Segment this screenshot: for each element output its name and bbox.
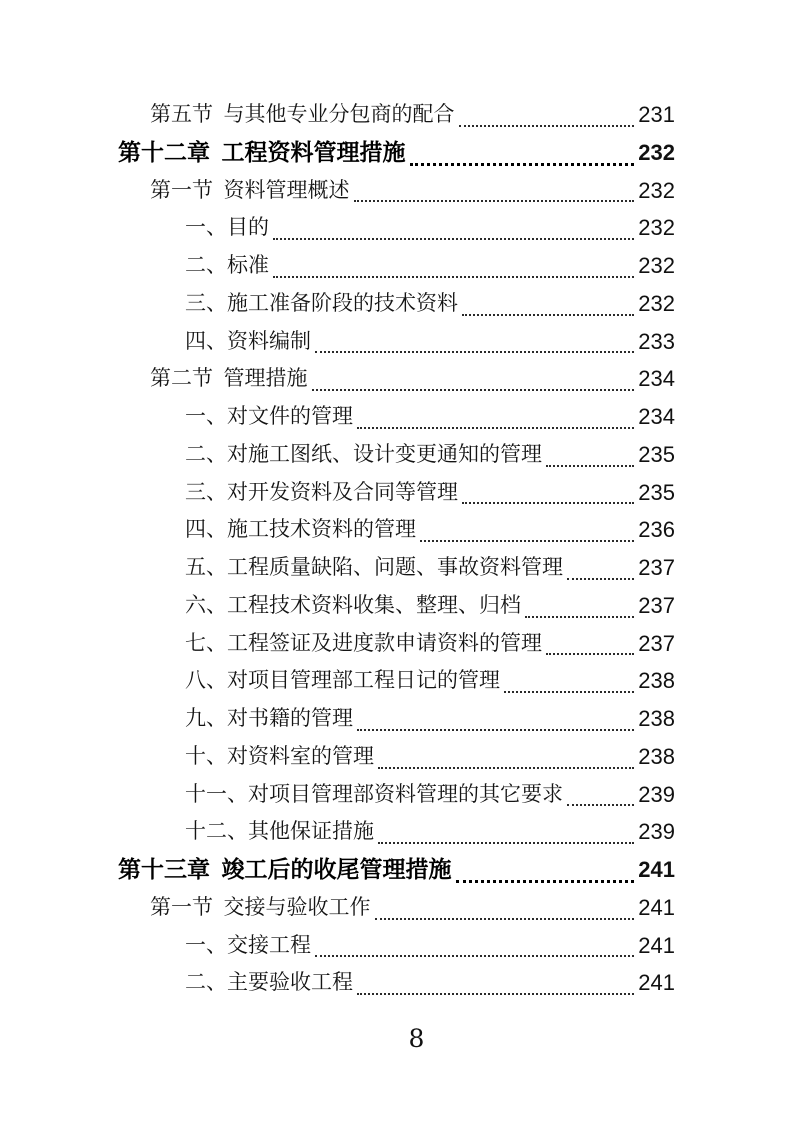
- table-of-contents: [118, 96, 675, 1002]
- toc-entry-title: 十、对资料室的管理: [185, 743, 374, 768]
- dot-leader: [504, 691, 634, 693]
- dot-leader: [375, 918, 635, 920]
- toc-entry-page: 237: [638, 592, 675, 618]
- toc-entry-page: 235: [638, 441, 675, 467]
- toc-entry[interactable]: [118, 323, 675, 361]
- toc-entry-title: 六、工程技术资料收集、整理、归档: [185, 592, 521, 617]
- dot-leader: [273, 238, 634, 240]
- toc-entry-title: 二、对施工图纸、设计变更通知的管理: [185, 441, 542, 466]
- toc-entry-title: 三、对开发资料及合同等管理: [185, 479, 458, 504]
- toc-entry-title: 第五节 与其他专业分包商的配合: [150, 102, 455, 126]
- toc-entry-page: 241: [638, 932, 675, 958]
- toc-entry[interactable]: [118, 209, 675, 247]
- toc-entry-page: 232: [638, 215, 675, 241]
- toc-entry-page: 232: [638, 290, 675, 316]
- toc-entry[interactable]: [118, 776, 675, 814]
- toc-entry-title: 十一、对项目管理部资料管理的其它要求: [185, 781, 563, 806]
- toc-entry[interactable]: [118, 813, 675, 851]
- toc-entry-page: 232: [638, 139, 675, 165]
- toc-entry-page: 239: [638, 819, 675, 845]
- dot-leader: [420, 540, 634, 542]
- toc-entry[interactable]: [118, 700, 675, 738]
- toc-entry-page: 238: [638, 743, 675, 769]
- dot-leader: [525, 616, 634, 618]
- dot-leader: [546, 465, 634, 467]
- dot-leader: [462, 502, 634, 504]
- toc-entry-page: 239: [638, 781, 675, 807]
- toc-entry-title: 一、目的: [185, 215, 269, 240]
- toc-entry[interactable]: [118, 398, 675, 436]
- toc-entry-title: 二、标准: [185, 253, 269, 277]
- toc-entry-page: 238: [638, 706, 675, 731]
- toc-entry-title: 四、施工技术资料的管理: [185, 517, 416, 542]
- toc-entry-page: 231: [638, 102, 675, 127]
- toc-entry-title: 第十二章 工程资料管理措施: [118, 138, 406, 166]
- dot-leader: [315, 955, 634, 957]
- toc-entry-page: 232: [638, 177, 675, 203]
- toc-entry-title: 五、工程质量缺陷、问题、事故资料管理: [185, 555, 563, 579]
- toc-entry[interactable]: [118, 285, 675, 323]
- toc-entry-title: 第十三章 竣工后的收尾管理措施: [118, 856, 452, 883]
- dot-leader: [378, 842, 634, 844]
- dot-leader: [459, 125, 635, 127]
- page-number: 8: [408, 1024, 425, 1053]
- toc-entry[interactable]: [118, 625, 675, 663]
- toc-entry-page: 234: [638, 366, 675, 392]
- toc-entry-title: 一、对文件的管理: [185, 404, 353, 428]
- toc-entry-title: 四、资料编制: [185, 328, 311, 353]
- toc-entry-page: 232: [638, 253, 675, 278]
- toc-entry[interactable]: [118, 247, 675, 285]
- toc-entry-page: 234: [638, 404, 675, 429]
- toc-entry[interactable]: [118, 511, 675, 549]
- toc-entry-page: 241: [638, 894, 675, 920]
- dot-leader: [546, 653, 634, 655]
- toc-entry-title: 十二、其他保证措施: [185, 819, 374, 844]
- toc-entry[interactable]: [118, 134, 675, 172]
- dot-leader: [567, 804, 634, 806]
- dot-leader: [456, 880, 635, 883]
- dot-leader: [410, 163, 635, 166]
- toc-entry-page: 236: [638, 517, 675, 543]
- toc-entry[interactable]: [118, 436, 675, 474]
- toc-entry-page: 238: [638, 668, 675, 694]
- toc-entry-title: 第一节 交接与验收工作: [150, 894, 371, 919]
- toc-entry[interactable]: [118, 587, 675, 625]
- toc-entry-page: 237: [638, 630, 675, 656]
- toc-entry[interactable]: [118, 549, 675, 587]
- toc-entry[interactable]: [118, 360, 675, 398]
- dot-leader: [273, 276, 634, 278]
- toc-entry-title: 第一节 资料管理概述: [150, 177, 350, 202]
- toc-entry-title: 七、工程签证及进度款申请资料的管理: [185, 630, 542, 655]
- dot-leader: [378, 767, 634, 769]
- toc-entry-title: 一、交接工程: [185, 932, 311, 957]
- toc-entry-title: 三、施工准备阶段的技术资料: [185, 290, 458, 315]
- dot-leader: [462, 314, 634, 316]
- dot-leader: [567, 578, 634, 580]
- toc-entry[interactable]: [118, 96, 675, 134]
- toc-entry-title: 八、对项目管理部工程日记的管理: [185, 668, 500, 693]
- toc-entry[interactable]: [118, 851, 675, 889]
- toc-entry-page: 237: [638, 555, 675, 580]
- dot-leader: [357, 993, 634, 995]
- toc-entry-title: 九、对书籍的管理: [185, 706, 353, 730]
- page-footer: [0, 1024, 793, 1053]
- toc-entry[interactable]: [118, 474, 675, 512]
- toc-entry[interactable]: [118, 927, 675, 965]
- toc-entry-page: 233: [638, 328, 675, 354]
- dot-leader: [354, 200, 635, 202]
- toc-entry[interactable]: [118, 662, 675, 700]
- toc-entry-page: 235: [638, 479, 675, 505]
- toc-entry[interactable]: [118, 172, 675, 210]
- dot-leader: [315, 351, 634, 353]
- dot-leader: [357, 729, 634, 731]
- toc-entry-title: 二、主要验收工程: [185, 970, 353, 995]
- dot-leader: [312, 389, 635, 391]
- toc-entry-page: 241: [638, 857, 675, 882]
- toc-entry[interactable]: [118, 738, 675, 776]
- toc-entry[interactable]: [118, 889, 675, 927]
- toc-entry-page: 241: [638, 970, 675, 996]
- toc-entry[interactable]: [118, 964, 675, 1002]
- toc-entry-title: 第二节 管理措施: [150, 366, 308, 391]
- dot-leader: [357, 427, 634, 429]
